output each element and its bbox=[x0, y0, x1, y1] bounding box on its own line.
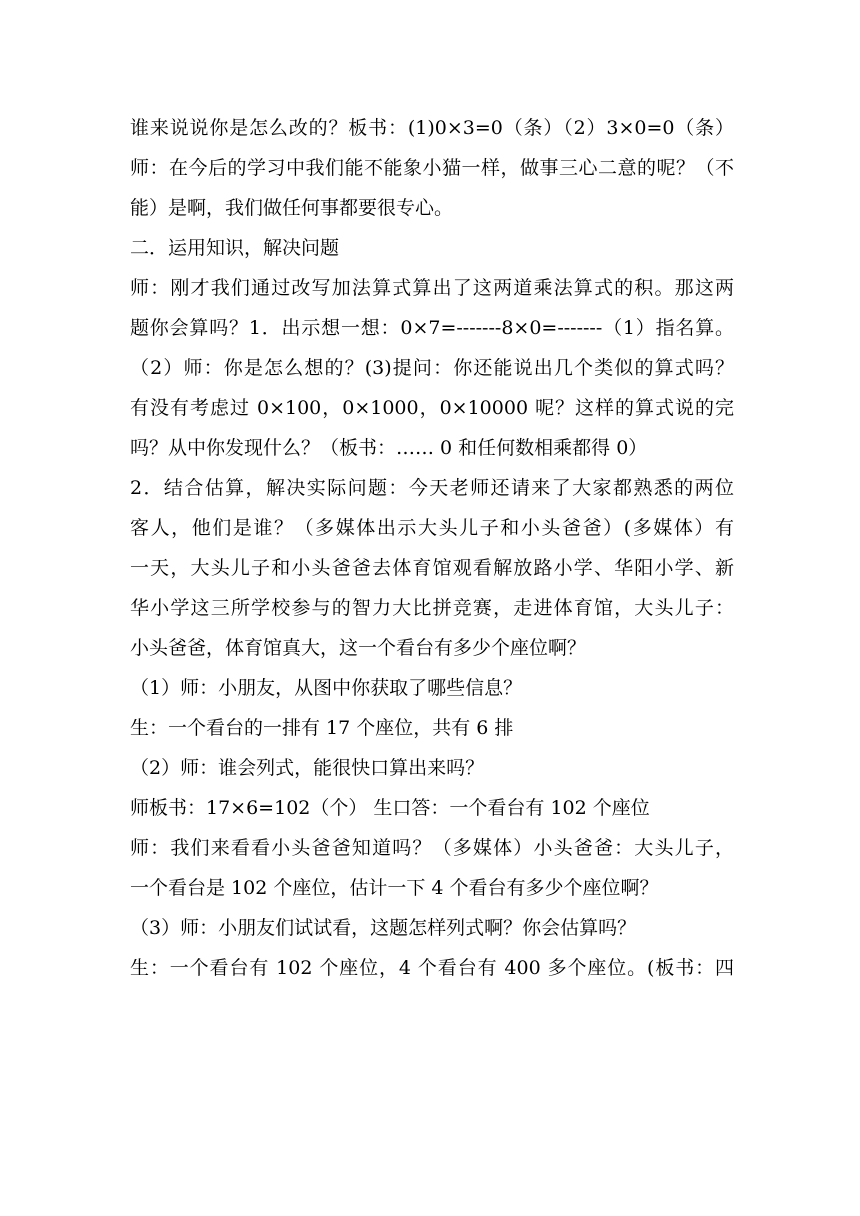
section-heading: 二．运用知识，解决问题 bbox=[130, 237, 340, 259]
text-line-10: 2．结合估算，解决实际问题：今天老师还请来了大家都熟悉的两位 bbox=[130, 477, 734, 499]
document-body bbox=[130, 108, 734, 988]
text-line-7: （2）师：你是怎么想的？(3)提问：你还能说出几个类似的算式吗？ bbox=[130, 357, 734, 379]
text-line-6: 题你会算吗？1．出示想一想：0×7=-------8×0=-------（1）指名算。 bbox=[130, 317, 734, 339]
text-line-8: 有没有考虑过 0×100，0×1000，0×10000 呢？这样的算式说的完 bbox=[130, 397, 734, 419]
text-line-5: 师：刚才我们通过改写加法算式算出了这两道乘法算式的积。那这两 bbox=[130, 277, 734, 299]
text-line-14: 小头爸爸，体育馆真大，这一个看台有多少个座位啊？ bbox=[130, 637, 587, 659]
text-line-16: 生：一个看台的一排有 17 个座位，共有 6 排 bbox=[130, 717, 514, 739]
text-line-17: （2）师：谁会列式，能很快口算出来吗？ bbox=[130, 757, 485, 779]
text-line-22: 生：一个看台有 102 个座位，4 个看台有 400 多个座位。(板书：四 bbox=[130, 957, 734, 979]
text-line-2: 师：在今后的学习中我们能不能象小猫一样，做事三心二意的呢？（不 bbox=[130, 157, 734, 179]
text-line-13: 华小学这三所学校参与的智力大比拼竞赛，走进体育馆，大头儿子： bbox=[130, 597, 734, 619]
text-line-21: （3）师：小朋友们试试看，这题怎样列式啊？你会估算吗？ bbox=[130, 917, 637, 939]
text-line-15: （1）师：小朋友，从图中你获取了哪些信息？ bbox=[130, 677, 523, 699]
text-line-18: 师板书：17×6=102（个） 生口答：一个看台有 102 个座位 bbox=[130, 797, 650, 819]
text-line-9: 吗？从中你发现什么？（板书：…… 0 和任何数相乘都得 0） bbox=[130, 437, 648, 459]
text-line-12: 一天，大头儿子和小头爸爸去体育馆观看解放路小学、华阳小学、新 bbox=[130, 557, 734, 579]
text-line-3: 能）是啊，我们做任何事都要很专心。 bbox=[130, 197, 454, 219]
text-line-1: 谁来说说你是怎么改的？板书：(1)0×3=0（条）（2）3×0=0（条） bbox=[130, 117, 734, 139]
text-line-11: 客人，他们是谁？（多媒体出示大头儿子和小头爸爸）(多媒体）有 bbox=[130, 517, 734, 539]
text-line-19: 师：我们来看看小头爸爸知道吗？（多媒体）小头爸爸：大头儿子， bbox=[130, 837, 734, 859]
text-line-20: 一个看台是 102 个座位，估计一下 4 个看台有多少个座位啊？ bbox=[130, 877, 659, 899]
